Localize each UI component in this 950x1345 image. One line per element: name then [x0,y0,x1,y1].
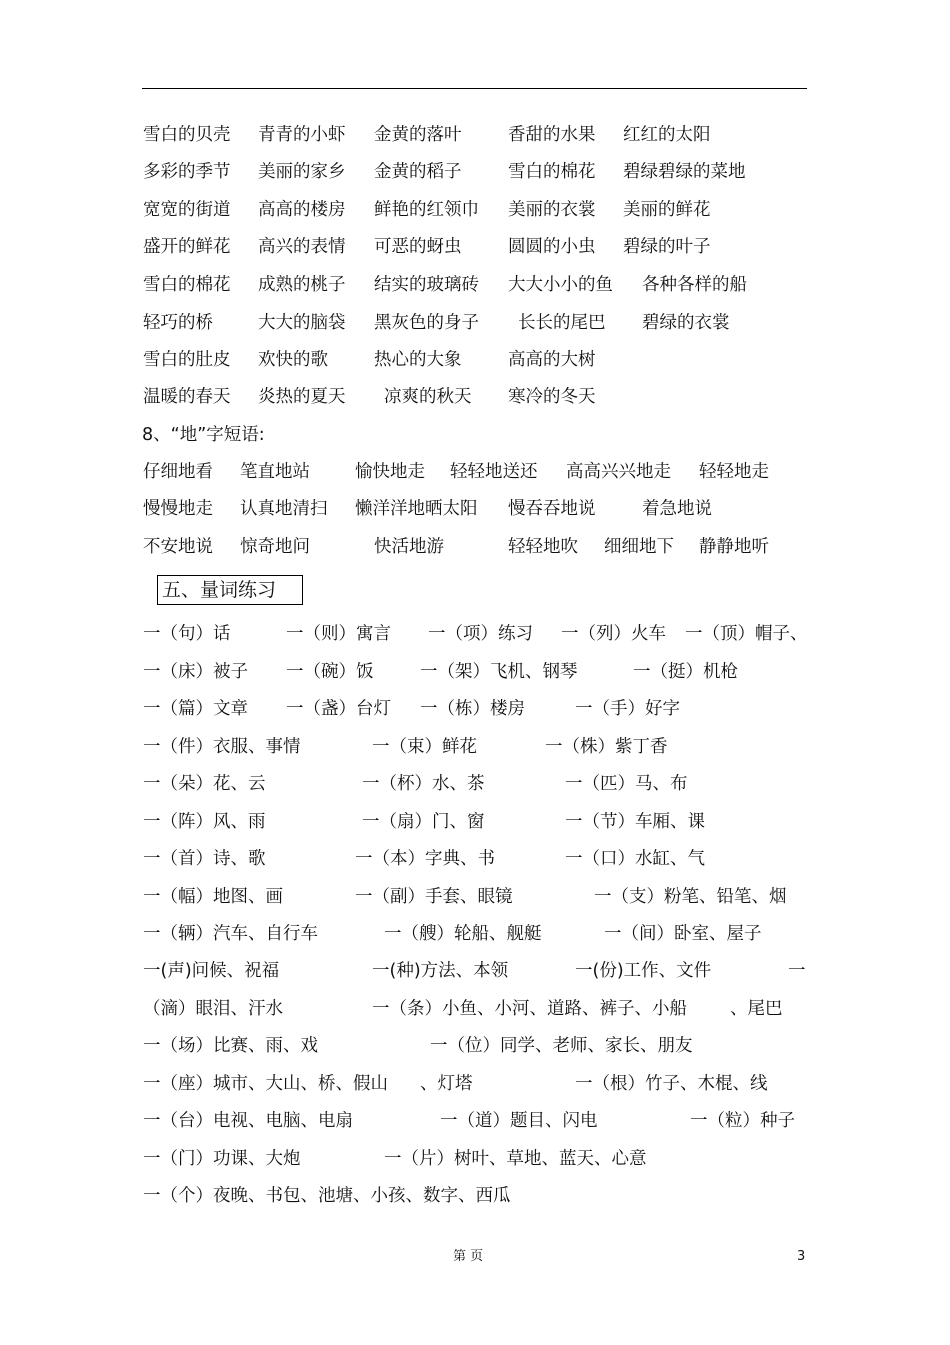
page-label: 第 页 [453,1249,484,1264]
text-line [0,996,950,1022]
phrase: 红红的太阳 [623,125,711,145]
phrase: 黑灰色的身子 [374,313,479,333]
phrase: 青青的小虾 [258,125,346,145]
phrase: 一（匹）马、布 [565,774,688,794]
text-line [0,159,950,185]
phrase: 懒洋洋地晒太阳 [355,499,478,519]
phrase: 欢快的歌 [258,350,328,370]
phrase: 大大的脑袋 [258,313,346,333]
phrase: 一(声)问候、祝福 [143,961,280,981]
phrase: 一（床）被子 [143,662,248,682]
phrase: 一（场）比赛、雨、戏 [143,1036,318,1056]
phrase: 轻巧的桥 [143,313,213,333]
phrase: 一（株）紫丁香 [545,737,668,757]
phrase: 一（艘）轮船、舰艇 [384,924,542,944]
phrase: 一(份)工作、文件 [575,961,712,981]
phrase: 雪白的棉花 [143,275,231,295]
phrase: 一（手）好字 [575,699,680,719]
phrase: 一（首）诗、歌 [143,849,266,869]
phrase: 雪白的贝壳 [143,125,231,145]
phrase: 一（道）题目、闪电 [440,1111,598,1131]
phrase: 静静地听 [699,537,769,557]
phrase: 一（口）水缸、气 [565,849,705,869]
phrase: 仔细地看 [143,462,213,482]
phrase: 一（粒）种子 [690,1111,795,1131]
phrase: 一（架）飞机、钢琴 [420,662,578,682]
phrase: 着急地说 [642,499,712,519]
phrase: 惊奇地问 [240,537,310,557]
text-line [0,1108,950,1134]
phrase: 一（节）车厢、课 [565,812,705,832]
phrase: 慢吞吞地说 [508,499,596,519]
phrase: 宽宽的街道 [143,200,231,220]
phrase: 一（则）寓言 [286,624,391,644]
phrase: 寒冷的冬天 [508,387,596,407]
text-line [0,621,950,647]
text-line [0,122,950,148]
text-line [0,734,950,760]
section-5-title: 五、量词练习 [157,575,303,605]
text-line [0,384,950,410]
phrase: 慢慢地走 [143,499,213,519]
phrase: 鲜艳的红领巾 [374,200,479,220]
phrase: 碧绿碧绿的菜地 [623,162,746,182]
phrase: 一（栋）楼房 [420,699,525,719]
phrase: 一（台）电视、电脑、电扇 [143,1111,353,1131]
header-rule [142,88,807,89]
text-line [0,496,950,522]
page-number: 3 [797,1249,806,1264]
phrase: 认真地清扫 [240,499,328,519]
phrase: 高高的楼房 [258,200,346,220]
phrase: 美丽的衣裳 [508,200,596,220]
phrase: 结实的玻璃砖 [374,275,479,295]
phrase: 一（项）练习 [428,624,533,644]
phrase: 一（辆）汽车、自行车 [143,924,318,944]
phrase: 高兴的表情 [258,237,346,257]
phrase: （滴）眼泪、汗水 [143,999,283,1019]
phrase: 高高的大树 [508,350,596,370]
text-line [0,197,950,223]
text-line [0,459,950,485]
phrase: 轻轻地送还 [450,462,538,482]
phrase: 可恶的蚜虫 [374,237,462,257]
phrase: 愉快地走 [355,462,425,482]
phrase: 凉爽的秋天 [384,387,472,407]
text-line [0,1033,950,1059]
phrase: 成熟的桃子 [258,275,346,295]
phrase: 一（座）城市、大山、桥、假山 [143,1074,388,1094]
text-line [0,1183,950,1209]
phrase: 金黄的落叶 [374,125,462,145]
phrase: 一（盏）台灯 [286,699,391,719]
phrase: 一（阵）风、雨 [143,812,266,832]
text-line [0,809,950,835]
phrase: 一（本）字典、书 [355,849,495,869]
phrase: 雪白的棉花 [508,162,596,182]
phrase: 一（条）小鱼、小河、道路、裤子、小船 [372,999,687,1019]
phrase: 一（杯）水、茶 [362,774,485,794]
phrase: 一（根）竹子、木棍、线 [575,1074,768,1094]
phrase: 碧绿的叶子 [623,237,711,257]
phrase: 一 [788,961,806,981]
phrase: 一（位）同学、老师、家长、朋友 [430,1036,693,1056]
phrase: 一（扇）门、窗 [362,812,485,832]
text-line [0,534,950,560]
phrase: 长长的尾巴 [518,313,606,333]
text-line [0,771,950,797]
phrase: 香甜的水果 [508,125,596,145]
phrase: 大大小小的鱼 [508,275,613,295]
phrase: 一（间）卧室、屋子 [604,924,762,944]
phrase: 盛开的鲜花 [143,237,231,257]
phrase: 一(种)方法、本领 [372,961,509,981]
phrase: 快活地游 [374,537,444,557]
phrase: 雪白的肚皮 [143,350,231,370]
phrase: 圆圆的小虫 [508,237,596,257]
text-line [0,921,950,947]
phrase: 一（挺）机枪 [633,662,738,682]
phrase: 不安地说 [143,537,213,557]
phrase: 一（片）树叶、草地、蓝天、心意 [384,1149,647,1169]
phrase: 碧绿的衣裳 [642,313,730,333]
text-line [0,272,950,298]
phrase: 各种各样的船 [642,275,747,295]
phrase: 一（个）夜晚、书包、池塘、小孩、数字、西瓜 [143,1186,511,1206]
text-line [0,347,950,373]
phrase: 多彩的季节 [143,162,231,182]
text-line [0,696,950,722]
phrase: 热心的大象 [374,350,462,370]
phrase: 高高兴兴地走 [566,462,671,482]
phrase: 一（支）粉笔、铅笔、烟 [594,887,787,907]
text-line [0,846,950,872]
phrase: 一（篇）文章 [143,699,248,719]
phrase: 一（顶）帽子、 [685,624,808,644]
text-line [0,310,950,336]
phrase: 一（句）话 [143,624,231,644]
text-line [0,1071,950,1097]
phrase: 笔直地站 [240,462,310,482]
phrase: 、灯塔 [420,1074,473,1094]
phrase: 一（门）功课、大炮 [143,1149,301,1169]
phrase: 炎热的夏天 [258,387,346,407]
phrase: 、尾巴 [730,999,783,1019]
phrase: 轻轻地走 [699,462,769,482]
phrase: 轻轻地吹 [508,537,578,557]
phrase: 一（幅）地图、画 [143,887,283,907]
text-line [0,884,950,910]
phrase: 一（朵）花、云 [143,774,266,794]
phrase: 美丽的家乡 [258,162,346,182]
phrase: 一（副）手套、眼镜 [355,887,513,907]
phrase: 温暖的春天 [143,387,231,407]
section-8-title: 8、“地”字短语: [142,425,265,445]
phrase: 一（束）鲜花 [372,737,477,757]
phrase: 一（碗）饭 [286,662,374,682]
phrase: 金黄的稻子 [374,162,462,182]
text-line [0,659,950,685]
phrase: 一（列）火车 [561,624,666,644]
text-line [0,234,950,260]
phrase: 美丽的鲜花 [623,200,711,220]
text-line [0,958,950,984]
phrase: 细细地下 [604,537,674,557]
phrase: 一（件）衣服、事情 [143,737,301,757]
text-line [0,1146,950,1172]
